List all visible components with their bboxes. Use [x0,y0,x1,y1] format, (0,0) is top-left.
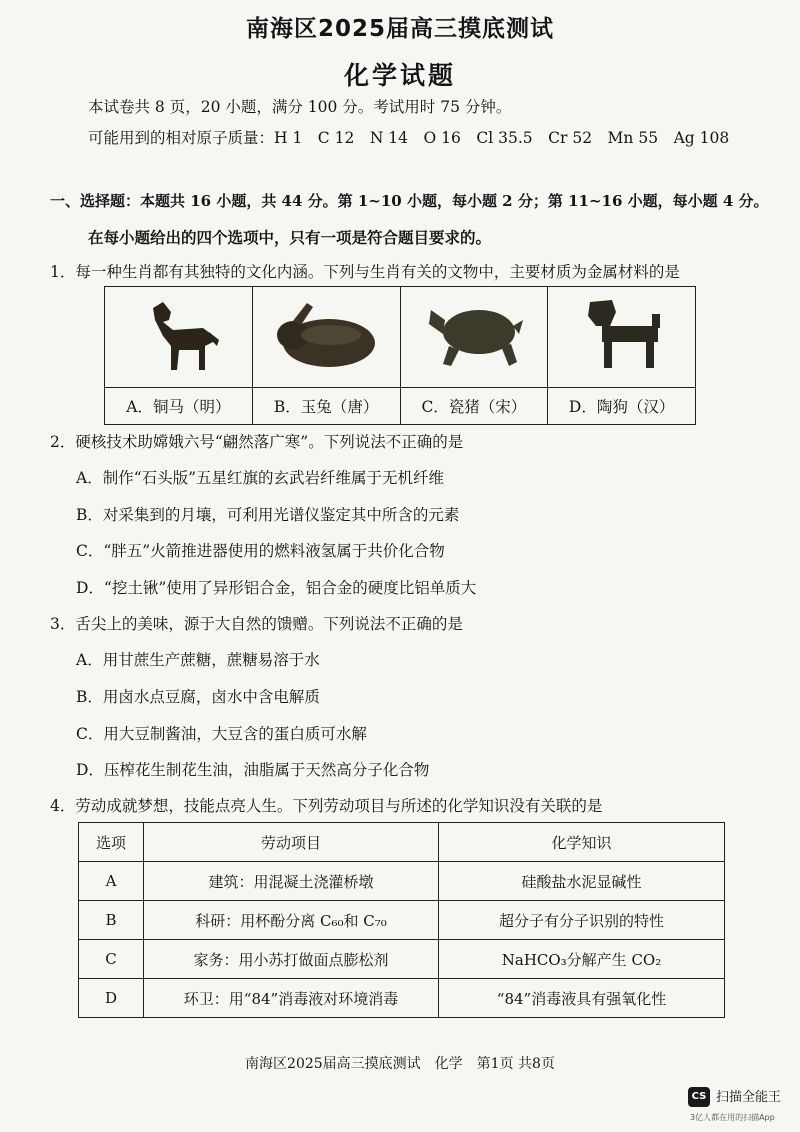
q3-stem: 3．舌尖上的美味，源于大自然的馈赠。下列说法不正确的是 [50,615,463,633]
page-footer: 南海区2025届高三摸底测试 化学 第1页 共8页 [245,1056,555,1072]
bronze-horse-icon [133,290,223,380]
q4-stem: 4．劳动成就梦想，技能点亮人生。下列劳动项目与所述的化学知识没有关联的是 [50,797,603,815]
table-header: 选项 [79,823,144,862]
q2-option-a: A．制作“石头版”五星红旗的玄武岩纤维属于无机纤维 [76,469,445,487]
q2-option-b: B．对采集到的月壤，可利用光谱仪鉴定其中所含的元素 [76,506,460,524]
table-row [79,862,725,901]
q2-option-c: C．“胖五”火箭推进器使用的燃料液氢属于共价化合物 [76,542,445,560]
table-cell: “84”消毒液具有强氧化性 [439,979,725,1018]
q1-image-cell [548,287,696,388]
q1-stem: 1．每一种生肖都有其独特的文化内涵。下列与生肖有关的文物中，主要材质为金属材料的是 [50,263,680,281]
exam-info: 本试卷共 8 页，20 小题，满分 100 分。考试用时 75 分钟。 [88,98,512,116]
q1-image-table [104,286,696,425]
porcelain-pig-icon [419,290,529,380]
table-row [79,979,725,1018]
camscanner-logo-icon: CS [688,1087,710,1107]
table-cell: A [79,862,144,901]
jade-rabbit-icon [271,295,381,375]
section-heading: 一、选择题：本题共 16 小题，共 44 分。第 1~10 小题，每小题 2 分；第 11~16 小题，每小题 4 分。 [50,192,769,210]
q1-image-cell [105,287,253,388]
q3-option-a: A．用甘蔗生产蔗糖，蔗糖易溶于水 [76,651,320,669]
subject-title: 化学试题 [343,61,456,90]
table-cell: 科研：用杯酚分离 C₆₀和 C₇₀ [144,901,439,940]
section-note: 在每小题给出的四个选项中，只有一项是符合题目要求的。 [88,228,492,247]
q1-option-d: D．陶狗（汉） [548,388,696,425]
q4-table [78,822,725,1018]
pottery-dog-icon [572,290,672,380]
table-cell: 建筑：用混凝土浇灌桥墩 [144,862,439,901]
table-cell: B [79,901,144,940]
q3-option-c: C．用大豆制酱油，大豆含的蛋白质可水解 [76,725,367,743]
q1-option-c: C．瓷猪（宋） [400,388,548,425]
table-cell: NaHCO₃分解产生 CO₂ [439,940,725,979]
scanner-watermark: 扫描全能王 [716,1090,782,1105]
table-row [79,901,725,940]
q1-option-b: B．玉兔（唐） [252,388,400,425]
table-header: 劳动项目 [144,823,439,862]
q2-stem: 2．硬核技术助嫦娥六号“翩然落广寒”。下列说法不正确的是 [50,433,464,451]
q2-option-d: D．“挖土锹”使用了异形铝合金，铝合金的硬度比铝单质大 [76,579,477,597]
table-row [79,940,725,979]
table-cell: D [79,979,144,1018]
q1-image-cell [400,287,548,388]
q3-option-d: D．压榨花生制花生油，油脂属于天然高分子化合物 [76,761,430,779]
q3-option-b: B．用卤水点豆腐，卤水中含电解质 [76,688,320,706]
scanner-tagline: 3亿人都在用的扫描App [690,1113,775,1122]
table-cell: 超分子有分子识别的特性 [439,901,725,940]
table-cell: C [79,940,144,979]
table-cell: 环卫：用“84”消毒液对环境消毒 [144,979,439,1018]
exam-title: 南海区2025届高三摸底测试 [245,16,554,42]
q1-option-a: A．铜马（明） [105,388,253,425]
table-cell: 硅酸盐水泥显碱性 [439,862,725,901]
table-header: 化学知识 [439,823,725,862]
table-cell: 家务：用小苏打做面点膨松剂 [144,940,439,979]
atomic-masses: 可能用到的相对原子质量：H 1 C 12 N 14 O 16 Cl 35.5 Cr 52 Mn 55 Ag 108 [88,129,730,147]
q1-image-cell [252,287,400,388]
